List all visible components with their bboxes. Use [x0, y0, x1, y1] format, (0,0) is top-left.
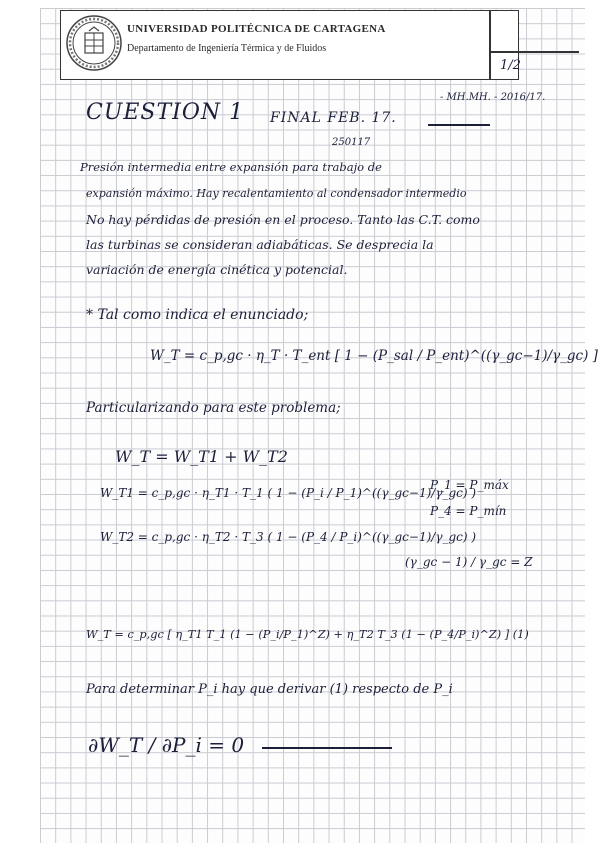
statement-line-5: variación de energía cinética y potencial. [86, 262, 348, 277]
top-note: - MH.MH. - 2016/17. [440, 92, 546, 103]
question-title: CUESTION 1 [86, 100, 245, 125]
university-name: UNIVERSIDAD POLITÉCNICA DE CARTAGENA [127, 23, 386, 35]
statement-line-4: las turbinas se consideran adiabáticas. Se desprecia la [86, 237, 434, 252]
letterhead [60, 10, 519, 80]
header-box-line [489, 51, 579, 53]
graph-paper-sheet [40, 8, 585, 843]
intro-text: * Tal como indica el enunciado; [86, 307, 309, 323]
statement-line-3: No hay pérdidas de presión en el proceso. Tanto las C.T. como [86, 212, 480, 227]
equation-work-t1: W_T1 = c_p,gc · η_T1 · T_1 ( 1 − (P_i / P_1)^((γ_gc−1)/γ_gc) ) [100, 486, 477, 500]
determine-text: Para determinar P_i hay que derivar (1) respecto de P_i [86, 682, 453, 697]
derivative-equation: ∂W_T / ∂P_i = 0 [88, 733, 245, 757]
equation-turbine-work: W_T = c_p,gc · η_T · T_ent [ 1 − (P_sal / P_ent)^((γ_gc−1)/γ_gc) ] [150, 348, 598, 364]
statement-line-2: expansión máximo. Hay recalentamiento al condensador intermedio [86, 187, 467, 200]
condition-p4: P_4 = P_mín [430, 504, 507, 518]
department-name: Departamento de Ingeniería Térmica y de Fluidos [127, 43, 327, 54]
university-seal-icon [65, 14, 123, 72]
exam-code: 250117 [332, 137, 371, 148]
statement-line-1: Presión intermedia entre expansión para trabajo de [80, 160, 382, 174]
exam-date: FINAL FEB. 17. [270, 110, 397, 126]
equation-work-t2: W_T2 = c_p,gc · η_T2 · T_3 ( 1 − (P_4 / P_i)^((γ_gc−1)/γ_gc) ) [100, 530, 477, 544]
z-definition: (γ_gc − 1) / γ_gc = Z [405, 555, 533, 569]
derivative-arrow-line [262, 747, 392, 749]
header-divider [489, 11, 491, 79]
equation-combined: W_T = c_p,gc [ η_T1 T_1 (1 − (P_i/P_1)^Z) + η_T2 T_3 (1 − (P_4/P_i)^Z) ] (1) [86, 628, 529, 641]
title-line [428, 124, 490, 126]
particularize-text: Particularizando para este problema; [86, 400, 341, 416]
page-number: 1/2 [500, 58, 521, 73]
equation-total-work: W_T = W_T1 + W_T2 [115, 447, 288, 466]
condition-p1: P_1 = P_máx [430, 478, 509, 492]
